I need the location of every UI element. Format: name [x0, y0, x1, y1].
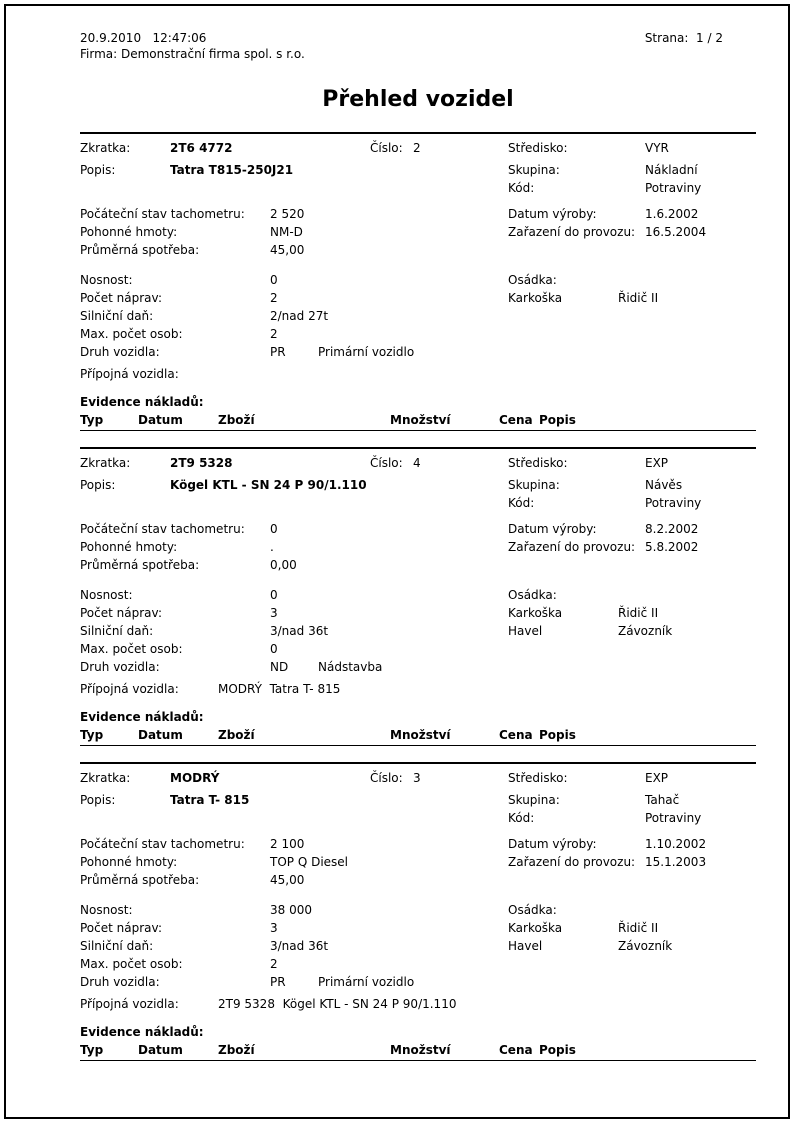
nosnost-label: Nosnost: [80, 588, 133, 602]
cislo-value: 4 [413, 456, 421, 470]
pohonne-label: Pohonné hmoty: [80, 855, 178, 869]
col-popis: Popis [539, 413, 576, 427]
osadka-label: Osádka: [508, 273, 557, 287]
skupina-value: Nákladní [645, 163, 698, 177]
evidence-row [80, 1023, 756, 1041]
crew-name: Karkoška [508, 606, 563, 620]
report-datetime: 20.9.2010 12:47:06 [80, 31, 207, 45]
zkratka-row [80, 454, 756, 476]
tachometr-row [80, 835, 756, 853]
crew-role: Řidič II [618, 291, 659, 305]
spacer [80, 698, 756, 708]
col-mnozstvi: Množství [390, 1043, 451, 1057]
stredisko-label: Středisko: [508, 456, 568, 470]
skupina-value: Návěs [645, 478, 683, 492]
druh-label: Druh vozidla: [80, 345, 160, 359]
tachometr-value: 2 520 [270, 207, 305, 221]
report-company: Firma: Demonstrační firma spol. s r.o. [80, 47, 305, 61]
col-zbozi: Zboží [218, 413, 255, 427]
tachometr-label: Počáteční stav tachometru: [80, 837, 245, 851]
col-typ: Typ [80, 728, 104, 742]
report-header-left [80, 30, 305, 62]
druh-row [80, 973, 756, 991]
col-typ: Typ [80, 413, 104, 427]
zarazeni-label: Zařazení do provozu: [508, 225, 636, 239]
col-cena: Cena [499, 413, 533, 427]
druh-row [80, 343, 756, 361]
nosnost-row [80, 901, 756, 919]
report-title: Přehled vozidel [322, 87, 514, 112]
kod-label: Kód: [508, 496, 535, 510]
popis-value: Kögel KTL - SN 24 P 90/1.110 [170, 478, 367, 492]
spacer [80, 512, 756, 520]
datum-vyroby-value: 1.6.2002 [645, 207, 699, 221]
datum-vyroby-label: Datum výroby: [508, 837, 597, 851]
dan-value: 2/nad 27t [270, 309, 329, 323]
spacer [80, 197, 756, 205]
col-cena: Cena [499, 728, 533, 742]
spotreba-value: 45,00 [270, 873, 305, 887]
vehicle-block [80, 762, 756, 1061]
pripojna-label: Přípojná vozidla: [80, 367, 179, 381]
zkratka-row [80, 139, 756, 161]
pohonne-row [80, 223, 756, 241]
dan-value: 3/nad 36t [270, 939, 329, 953]
dan-row [80, 622, 756, 640]
cislo-value: 3 [413, 771, 421, 785]
spacer [80, 574, 756, 586]
popis-value: Tatra T- 815 [170, 793, 250, 807]
spacer [80, 259, 756, 271]
costs-table-header [80, 1041, 756, 1061]
spotreba-row [80, 241, 756, 259]
evidence-row [80, 708, 756, 726]
cislo-label: Číslo: [370, 771, 403, 785]
max-osob-value: 0 [270, 642, 278, 656]
crew-name: Havel [508, 939, 543, 953]
pohonne-value: TOP Q Diesel [270, 855, 349, 869]
max-osob-label: Max. počet osob: [80, 642, 183, 656]
crew-name: Havel [508, 624, 543, 638]
zkratka-value: 2T6 4772 [170, 141, 233, 155]
max-osob-label: Max. počet osob: [80, 957, 183, 971]
nosnost-row [80, 586, 756, 604]
pohonne-value: . [270, 540, 274, 554]
tachometr-row [80, 520, 756, 538]
naprav-row [80, 289, 756, 307]
spotreba-value: 45,00 [270, 243, 305, 257]
dan-value: 3/nad 36t [270, 624, 329, 638]
druh-row [80, 658, 756, 676]
druh-kod-value: PR [270, 345, 286, 359]
cislo-label: Číslo: [370, 141, 403, 155]
spotreba-label: Průměrná spotřeba: [80, 243, 200, 257]
osadka-label: Osádka: [508, 588, 557, 602]
evidence-label: Evidence nákladů: [80, 395, 204, 409]
costs-table-header [80, 411, 756, 431]
stredisko-value: VYR [645, 141, 669, 155]
col-popis: Popis [539, 728, 576, 742]
col-cena: Cena [499, 1043, 533, 1057]
stredisko-label: Středisko: [508, 771, 568, 785]
spotreba-row [80, 556, 756, 574]
osadka-label: Osádka: [508, 903, 557, 917]
crew-role: Řidič II [618, 921, 659, 935]
popis-label: Popis: [80, 793, 116, 807]
nosnost-value: 0 [270, 273, 278, 287]
zarazeni-label: Zařazení do provozu: [508, 855, 636, 869]
popis-label: Popis: [80, 163, 116, 177]
pripojna-label: Přípojná vozidla: [80, 997, 179, 1011]
spacer [80, 889, 756, 901]
tachometr-value: 2 100 [270, 837, 305, 851]
pohonne-value: NM-D [270, 225, 303, 239]
col-mnozstvi: Množství [390, 413, 451, 427]
pripojna-value: 2T9 5328 Kögel KTL - SN 24 P 90/1.110 [218, 997, 457, 1011]
naprav-value: 3 [270, 921, 278, 935]
popis-row [80, 791, 756, 809]
col-popis: Popis [539, 1043, 576, 1057]
tachometr-label: Počáteční stav tachometru: [80, 522, 245, 536]
evidence-row [80, 393, 756, 411]
skupina-label: Skupina: [508, 163, 560, 177]
col-zbozi: Zboží [218, 1043, 255, 1057]
popis-value: Tatra T815-250J21 [170, 163, 294, 177]
cislo-value: 2 [413, 141, 421, 155]
datum-vyroby-label: Datum výroby: [508, 522, 597, 536]
druh-kod-value: PR [270, 975, 286, 989]
zkratka-row [80, 769, 756, 791]
pripojna-row [80, 365, 756, 383]
max-osob-row [80, 955, 756, 973]
col-datum: Datum [138, 413, 183, 427]
page-number: Strana: 1 / 2 [644, 31, 723, 45]
vehicle-block [80, 447, 756, 746]
popis-row [80, 161, 756, 179]
druh-text-value: Nádstavba [318, 660, 383, 674]
naprav-value: 3 [270, 606, 278, 620]
dan-label: Silniční daň: [80, 309, 154, 323]
crew-role: Řidič II [618, 606, 659, 620]
dan-row [80, 937, 756, 955]
zkratka-value: 2T9 5328 [170, 456, 233, 470]
skupina-label: Skupina: [508, 478, 560, 492]
skupina-label: Skupina: [508, 793, 560, 807]
dan-label: Silniční daň: [80, 939, 154, 953]
nosnost-label: Nosnost: [80, 903, 133, 917]
max-osob-row [80, 325, 756, 343]
nosnost-label: Nosnost: [80, 273, 133, 287]
evidence-label: Evidence nákladů: [80, 710, 204, 724]
pripojna-value: MODRÝ Tatra T- 815 [218, 682, 341, 696]
pohonne-label: Pohonné hmoty: [80, 540, 178, 554]
datum-vyroby-label: Datum výroby: [508, 207, 597, 221]
kod-label: Kód: [508, 811, 535, 825]
naprav-row [80, 919, 756, 937]
popis-row [80, 476, 756, 494]
spacer [80, 383, 756, 393]
stredisko-label: Středisko: [508, 141, 568, 155]
kod-label: Kód: [508, 181, 535, 195]
spacer [80, 827, 756, 835]
druh-text-value: Primární vozidlo [318, 975, 415, 989]
tachometr-value: 0 [270, 522, 278, 536]
dan-label: Silniční daň: [80, 624, 154, 638]
naprav-label: Počet náprav: [80, 921, 163, 935]
druh-label: Druh vozidla: [80, 660, 160, 674]
crew-role: Závozník [618, 939, 673, 953]
pripojna-label: Přípojná vozidla: [80, 682, 179, 696]
col-mnozstvi: Množství [390, 728, 451, 742]
col-datum: Datum [138, 1043, 183, 1057]
skupina-value: Tahač [645, 793, 680, 807]
max-osob-value: 2 [270, 327, 278, 341]
vehicle-block [80, 132, 756, 431]
datum-vyroby-value: 1.10.2002 [645, 837, 707, 851]
spotreba-row [80, 871, 756, 889]
cislo-label: Číslo: [370, 456, 403, 470]
crew-name: Karkoška [508, 921, 563, 935]
nosnost-row [80, 271, 756, 289]
zarazeni-value: 5.8.2002 [645, 540, 699, 554]
kod-row [80, 179, 756, 197]
spacer [80, 1013, 756, 1023]
pripojna-row [80, 995, 756, 1013]
kod-row [80, 494, 756, 512]
spotreba-value: 0,00 [270, 558, 297, 572]
kod-value: Potraviny [645, 811, 702, 825]
evidence-label: Evidence nákladů: [80, 1025, 204, 1039]
report-header [80, 0, 756, 62]
max-osob-label: Max. počet osob: [80, 327, 183, 341]
col-datum: Datum [138, 728, 183, 742]
pohonne-row [80, 853, 756, 871]
pripojna-row [80, 680, 756, 698]
naprav-row [80, 604, 756, 622]
pohonne-label: Pohonné hmoty: [80, 225, 178, 239]
stredisko-value: EXP [645, 771, 669, 785]
naprav-label: Počet náprav: [80, 291, 163, 305]
zarazeni-value: 15.1.2003 [645, 855, 707, 869]
pohonne-row [80, 538, 756, 556]
kod-row [80, 809, 756, 827]
nosnost-value: 0 [270, 588, 278, 602]
zkratka-label: Zkratka: [80, 771, 131, 785]
tachometr-label: Počáteční stav tachometru: [80, 207, 245, 221]
crew-name: Karkoška [508, 291, 563, 305]
naprav-value: 2 [270, 291, 278, 305]
zkratka-label: Zkratka: [80, 141, 131, 155]
tachometr-row [80, 205, 756, 223]
costs-table-header [80, 726, 756, 746]
datum-vyroby-value: 8.2.2002 [645, 522, 699, 536]
col-typ: Typ [80, 1043, 104, 1057]
kod-value: Potraviny [645, 181, 702, 195]
zkratka-value: MODRÝ [170, 771, 220, 785]
max-osob-row [80, 640, 756, 658]
spotreba-label: Průměrná spotřeba: [80, 558, 200, 572]
nosnost-value: 38 000 [270, 903, 312, 917]
spotreba-label: Průměrná spotřeba: [80, 873, 200, 887]
naprav-label: Počet náprav: [80, 606, 163, 620]
stredisko-value: EXP [645, 456, 669, 470]
crew-role: Závozník [618, 624, 673, 638]
popis-label: Popis: [80, 478, 116, 492]
zkratka-label: Zkratka: [80, 456, 131, 470]
druh-kod-value: ND [270, 660, 289, 674]
col-zbozi: Zboží [218, 728, 255, 742]
kod-value: Potraviny [645, 496, 702, 510]
report-content [80, 0, 756, 1061]
max-osob-value: 2 [270, 957, 278, 971]
dan-row [80, 307, 756, 325]
druh-label: Druh vozidla: [80, 975, 160, 989]
zarazeni-label: Zařazení do provozu: [508, 540, 636, 554]
zarazeni-value: 16.5.2004 [645, 225, 707, 239]
druh-text-value: Primární vozidlo [318, 345, 415, 359]
